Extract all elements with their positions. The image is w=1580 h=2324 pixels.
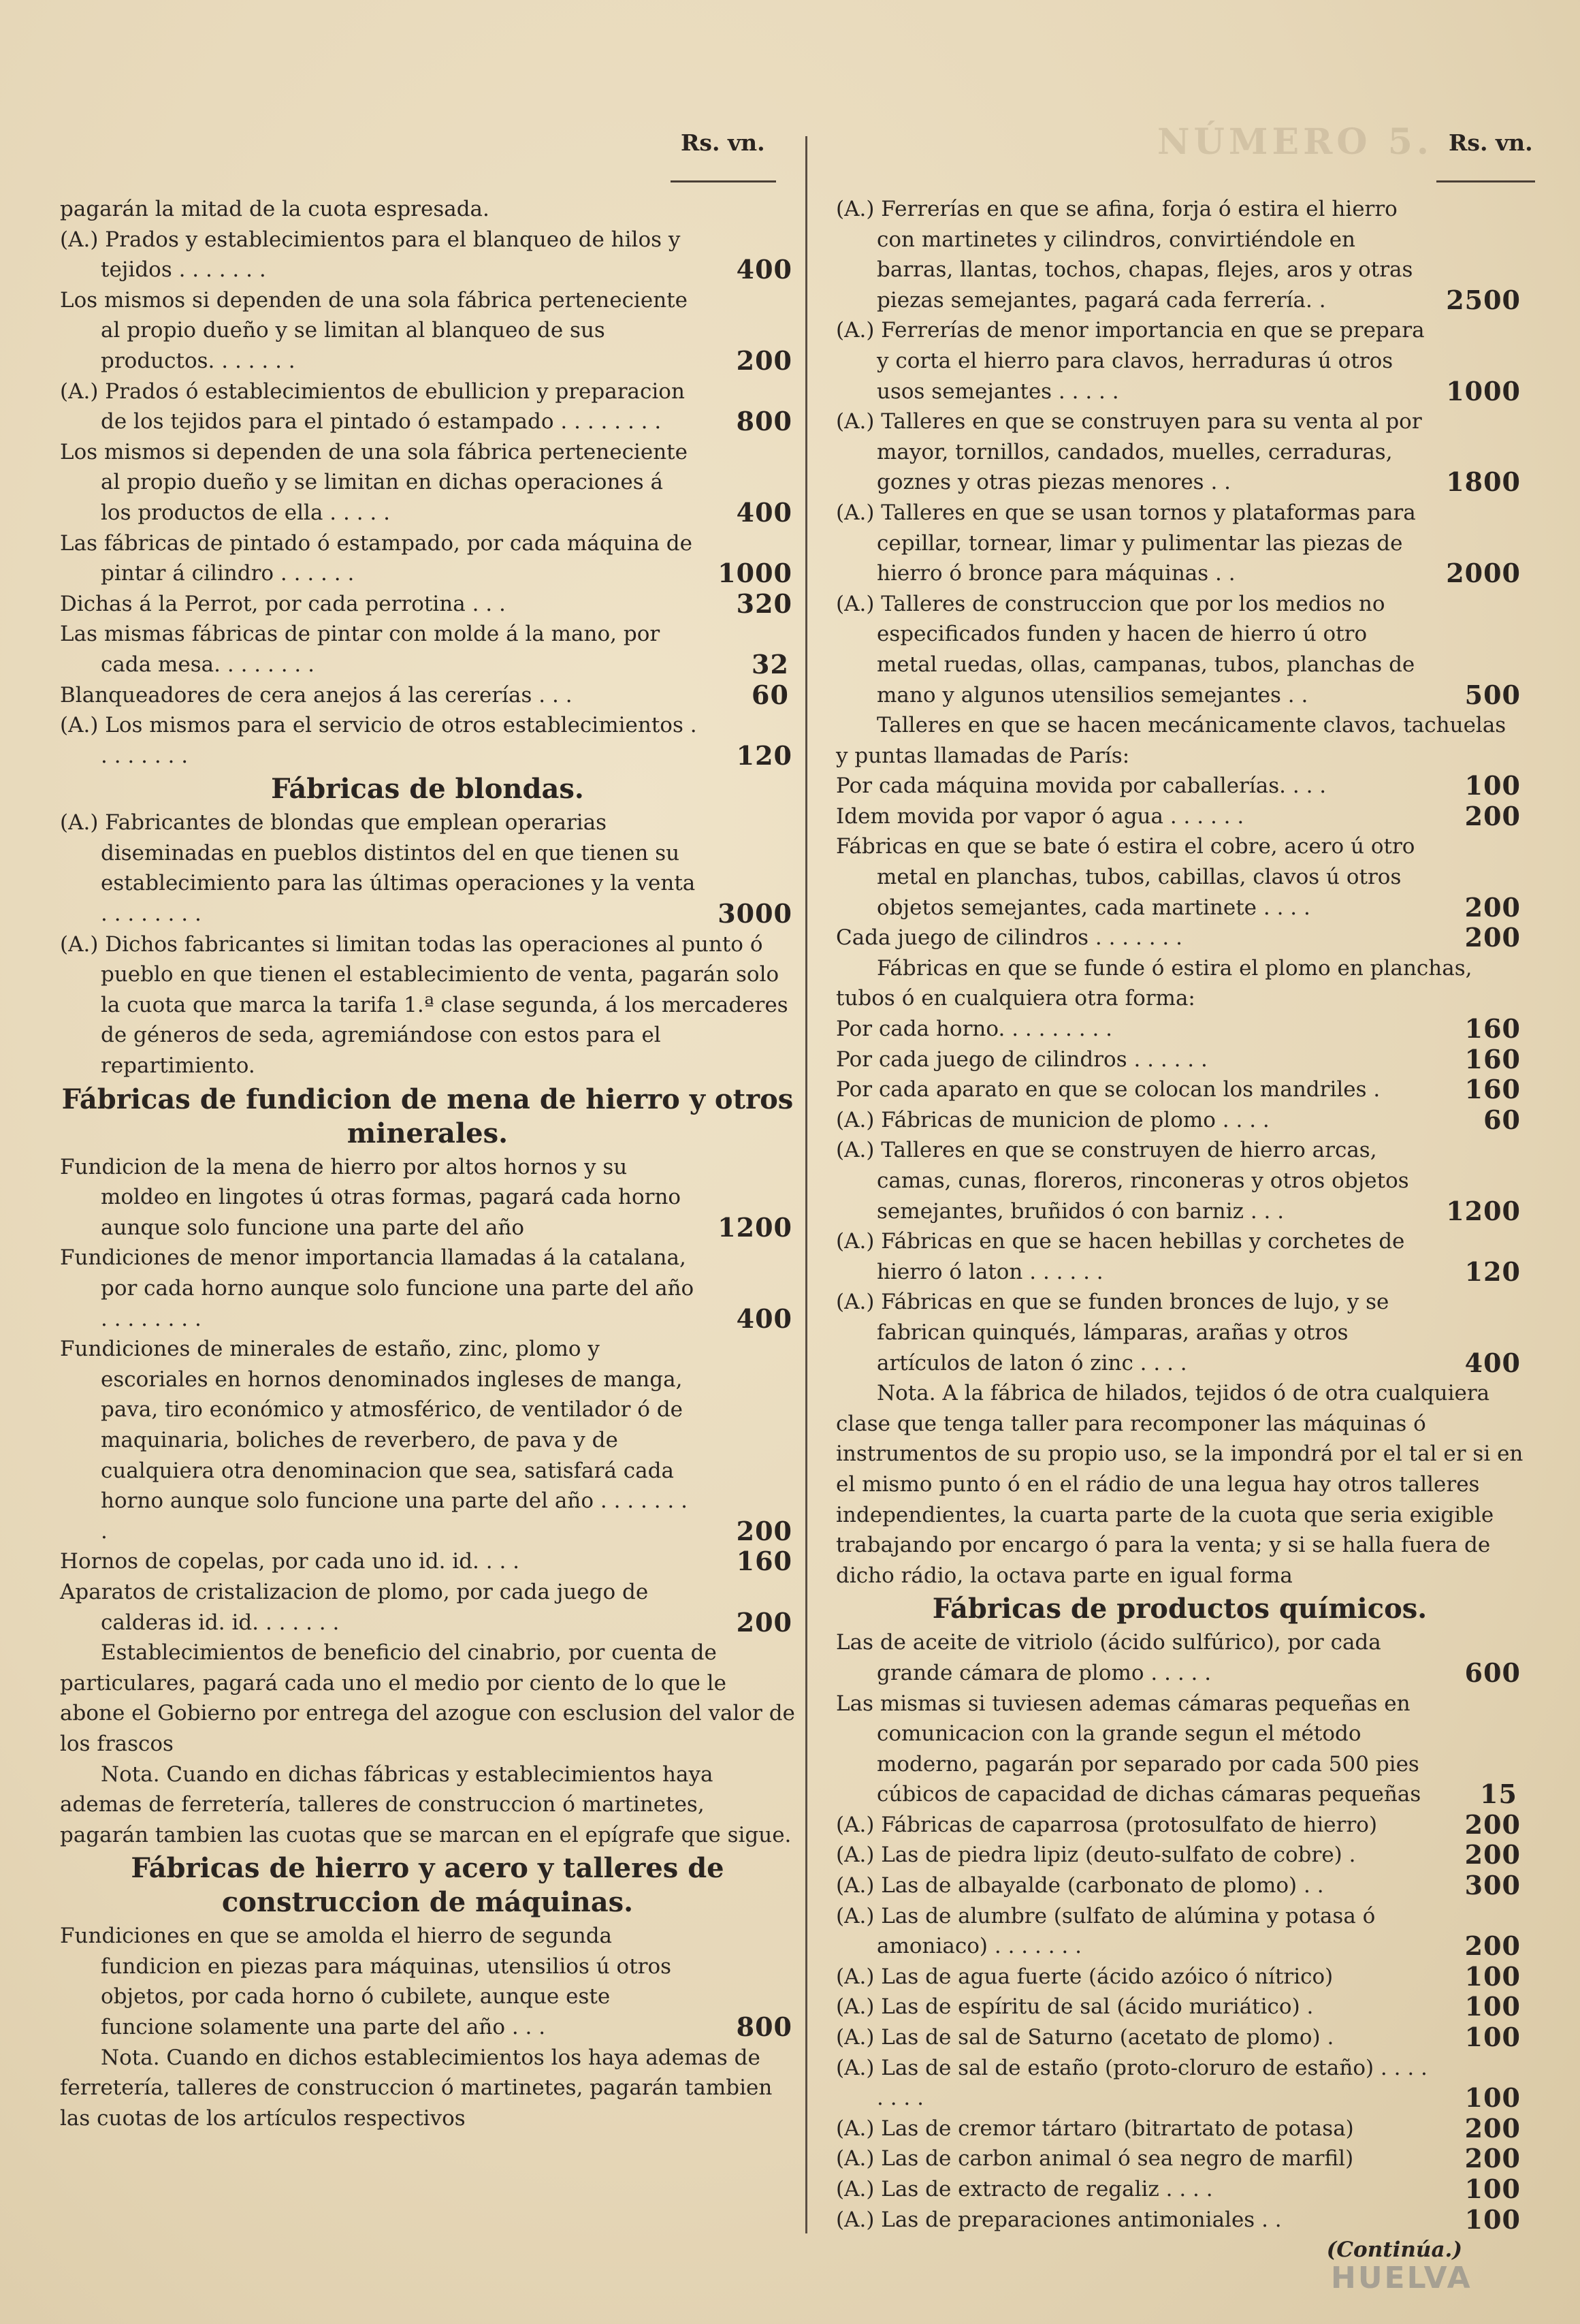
tariff-entry: [836, 1014, 1523, 1045]
entry-text: (A.) Las de sal de estaño (proto-cloruro de estaño) . . . . . . . .: [836, 2055, 1428, 2111]
tariff-entry: [60, 194, 795, 225]
entry-text: Las fábricas de pintado ó estampado, por cada máquina de pintar á cilindro . . . . . .: [60, 530, 692, 586]
entry-text: (A.) Las de carbon animal ó sea negro de marfil): [836, 2146, 1354, 2171]
tariff-entry: [60, 528, 795, 589]
entry-amount: 200: [1464, 1930, 1521, 1962]
tariff-entry: [836, 1075, 1523, 1105]
entry-amount: 1200: [718, 1211, 792, 1243]
entry-text: (A.) Las de albayalde (carbonato de plomo) . .: [836, 1873, 1324, 1898]
entry-text: (A.) Talleres de construccion que por los medios no especificados funden y hacen de hierro ú otro metal ruedas, ollas, campanas, tubos, planchas de mano y algunos utensilios semejantes . .: [836, 591, 1415, 707]
tariff-entry: [836, 1840, 1523, 1871]
entry-text: Las mismas fábricas de pintar con molde á la mano, por cada mesa. . . . . . . .: [60, 622, 660, 677]
entry-text: Los mismos si dependen de una sola fábrica perteneciente al propio dueño y se limitan al blanqueo de sus productos. . . . . . .: [60, 287, 688, 373]
tariff-entry: [836, 1992, 1523, 2022]
tariff-entry: [60, 1638, 795, 1759]
entry-amount: 160: [1464, 1013, 1521, 1045]
entry-amount: 200: [1464, 922, 1521, 953]
entry-text: (A.) Los mismos para el servicio de otros establecimientos . . . . . . . .: [60, 713, 697, 768]
entry-amount: 100: [1464, 2022, 1521, 2053]
tariff-entry: [836, 194, 1523, 315]
entry-text: Los mismos si dependen de una sola fábrica perteneciente al propio dueño y se limitan en dichas operaciones á los productos de ella . . . . .: [60, 439, 688, 525]
entry-text: Idem movida por vapor ó agua . . . . . .: [836, 803, 1244, 829]
entry-text: (A.) Las de agua fuerte (ácido azóico ó nítrico): [836, 1964, 1334, 1989]
entry-text: (A.) Las de extracto de regaliz . . . .: [836, 2177, 1213, 2201]
tariff-entry: [836, 953, 1523, 1014]
entry-text: (A.) Las de sal de Saturno (acetato de plomo) .: [836, 2025, 1334, 2050]
entry-text: (A.) Fábricas de municion de plomo . . . .: [836, 1107, 1270, 1132]
section-heading: Fábricas de blondas.: [271, 773, 584, 806]
tariff-entry: [836, 315, 1523, 407]
entry-text: Por cada aparato en que se colocan los mandriles .: [836, 1077, 1381, 1102]
tariff-entry: [836, 771, 1523, 801]
entry-text: Por cada horno. . . . . . . . .: [836, 1017, 1113, 1042]
entry-text: (A.) Talleres en que se construyen de hierro arcas, camas, cunas, floreros, rinconeras y otros objetos semejantes, bruñidos ó con barniz . . .: [836, 1138, 1409, 1224]
entry-amount: 120: [1464, 1256, 1521, 1287]
entry-text: (A.) Fábricas en que se hacen hebillas y corchetes de hierro ó laton . . . . . .: [836, 1229, 1405, 1284]
entry-text: Fundiciones en que se amolda el hierro de segunda fundicion en piezas para máquinas, utensilios ú otros objetos, por cada horno ó cubilete, aunque este funcione solamente una parte del año . . .: [60, 1924, 672, 2040]
entry-text: Talleres en que se hacen mecánicamente clavos, tachuelas y puntas llamadas de París:: [836, 713, 1506, 768]
entry-text: (A.) Talleres en que se usan tornos y plataformas para cepillar, tornear, limar y pulimentar las piezas de hierro ó bronce para máquinas . .: [836, 500, 1416, 586]
entry-amount: 400: [736, 254, 792, 285]
tariff-entry: [60, 1577, 795, 1638]
right-header-rule: [1436, 180, 1535, 182]
column-divider: [805, 136, 807, 2233]
left-header-rule: [671, 180, 776, 182]
tariff-entry: [60, 437, 795, 528]
tariff-entry: [836, 831, 1523, 923]
entry-amount: 1200: [1446, 1195, 1521, 1226]
tariff-entry: [836, 1105, 1523, 1136]
tariff-entry: [836, 2205, 1523, 2235]
entry-text: (A.) Las de piedra lipiz (deuto-sulfato de cobre) .: [836, 1843, 1356, 1868]
entry-amount: 160: [736, 1546, 792, 1577]
tariff-entry: [836, 710, 1523, 771]
entry-amount: 200: [1464, 1809, 1521, 1840]
entry-text: Por cada máquina movida por caballerías. . . .: [836, 774, 1327, 799]
entry-text: (A.) Prados y establecimientos para el blanqueo de hilos y tejidos . . . . . . .: [60, 227, 681, 283]
entry-text: Cada juego de cilindros . . . . . . .: [836, 925, 1182, 951]
entry-text: Nota. Cuando en dichos establecimientos los haya ademas de ferretería, talleres de construccion ó martinetes, pagarán tambien las cuotas de los artículos respectivos: [60, 2045, 773, 2131]
tariff-entry: Blanqueadores de cera anejos á las cererías . . . 60: [60, 679, 789, 710]
section-heading: Fábricas de productos químicos.: [932, 1593, 1428, 1625]
tariff-entry: [836, 589, 1523, 710]
entry-text: (A.) Ferrerías en que se afina, forja ó estira el hierro con martinetes y cilindros, convirtiéndole en barras, llantas, tochos, chapas, flejes, aros y otras piezas semejantes, pagará cada ferrería. .: [836, 197, 1413, 313]
tariff-entry: [836, 2022, 1523, 2053]
tariff-entry: [60, 1760, 795, 1851]
tariff-entry: [60, 377, 795, 437]
entry-amount: 60: [1483, 1104, 1521, 1135]
entry-amount: 2000: [1446, 558, 1521, 589]
entry-amount: 400: [736, 496, 792, 528]
entry-text: (A.) Las de alumbre (sulfato de alúmina y potasa ó amoniaco) . . . . . . .: [836, 1903, 1376, 1959]
entry-text: Fundicion de la mena de hierro por altos hornos y su moldeo en lingotes ú otras formas, pagará cada horno aunque solo funcione una parte del año: [60, 1154, 681, 1240]
tariff-entry: [836, 801, 1523, 832]
tariff-entry: [836, 1135, 1523, 1226]
entry-text: Fundiciones de minerales de estaño, zinc, plomo y escoriales en hornos denominados ingleses de manga, pava, tiro económico y atmosférico, de ventilador ó de maquinaria, boliches de reverbero, de pava y de cualquiera otra denominacion que sea, satisfará cada horno aunque solo funcione una parte del año . . . . . . . .: [60, 1337, 688, 1544]
entry-text: Fábricas en que se funde ó estira el plomo en planchas, tubos ó en cualquiera otra forma:: [836, 955, 1472, 1011]
tariff-entry: [836, 2144, 1523, 2174]
entry-text: (A.) Ferrerías de menor importancia en que se prepara y corta el hierro para clavos, herraduras ú otros usos semejantes . . . . .: [836, 318, 1425, 404]
tariff-entry: [836, 407, 1523, 498]
tariff-entry: Las mismas fábricas de pintar con molde á la mano, por cada mesa. . . . . . . . 32: [60, 622, 789, 680]
entry-text: Fábricas en que se bate ó estira el cobre, acero ú otro metal en planchas, tubos, cabillas, clavos ú otros objetos semejantes, cada martinete . . . .: [836, 834, 1415, 920]
entry-amount: 200: [736, 345, 792, 376]
entry-amount: 400: [736, 1303, 792, 1334]
entry-amount: 100: [1464, 2082, 1521, 2114]
entry-text: Aparatos de cristalizacion de plomo, por cada juego de calderas id. id. . . . . . .: [60, 1579, 649, 1635]
tariff-entry: [836, 1901, 1523, 1962]
tariff-entry: Las mismas si tuviesen ademas cámaras pequeñas en comunicacion con la grande segun el método moderno, pagarán por separado por cada 500 pies cúbicos de capacidad de dichas cámaras pequeñas 15: [836, 1691, 1517, 1810]
continua-note: (Continúa.): [1326, 2238, 1462, 2263]
entry-amount: 1000: [1446, 375, 1521, 407]
entry-text: Dichas á la Perrot, por cada perrotina . . .: [60, 591, 506, 616]
entry-amount: 160: [1464, 1043, 1521, 1075]
entry-amount: 800: [736, 2011, 792, 2043]
tariff-entry: [836, 2174, 1523, 2205]
tariff-entry: [60, 2043, 795, 2134]
entry-amount: 300: [1464, 1870, 1521, 1901]
tariff-entry: [60, 1243, 795, 1334]
tariff-entry: [836, 1810, 1523, 1841]
faint-bleed-title: NÚMERO 5.: [1157, 121, 1433, 163]
watermark-logo: HUELVA: [1331, 2261, 1472, 2295]
entry-amount: 400: [1464, 1347, 1521, 1378]
entry-amount: 1800: [1446, 466, 1521, 498]
entry-amount: 100: [1464, 770, 1521, 801]
entry-amount: 100: [1464, 2203, 1521, 2235]
entry-text: Nota. Cuando en dichas fábricas y establecimientos haya ademas de ferretería, talleres de construccion ó martinetes, pagarán tambien las cuotas que se marcan en el epígrafe que sigue.: [60, 1762, 792, 1847]
entry-text: (A.) Las de preparaciones antimoniales . .: [836, 2207, 1282, 2232]
entry-text: (A.) Fábricas de caparrosa (protosulfato de hierro): [836, 1812, 1378, 1837]
entry-text: (A.) Fabricantes de blondas que emplean operarias diseminadas en pueblos distintos del en que tienen su establecimiento para las últimas operaciones y la venta . . . . . . . .: [60, 810, 696, 927]
entry-text: (A.) Las de cremor tártaro (bitrartato de potasa): [836, 2116, 1354, 2141]
tariff-entry: [60, 710, 795, 771]
tariff-entry: [836, 1627, 1523, 1688]
tariff-entry: [60, 1921, 795, 2042]
entry-amount: 200: [1464, 891, 1521, 923]
entry-text: (A.) Fábricas en que se funden bronces de lujo, y se fabrican quinqués, lámparas, arañas y otros artículos de laton ó zinc . . . .: [836, 1290, 1389, 1375]
entry-amount: 200: [1464, 800, 1521, 831]
tariff-entry: [60, 808, 795, 929]
tariff-entry: [60, 1546, 795, 1577]
tariff-entry: [836, 2053, 1523, 2114]
entry-amount: 200: [736, 1606, 792, 1638]
tariff-entry: [836, 1378, 1523, 1591]
entry-amount: 500: [1464, 679, 1521, 710]
entry-amount: 600: [1464, 1657, 1521, 1688]
entry-amount: 200: [736, 1515, 792, 1546]
entry-text: Nota. A la fábrica de hilados, tejidos ó de otra cualquiera clase que tenga taller para recomponer las máquinas ó instrumentos de su propio uso, se la impondrá por el tal er si en el mismo punto ó en el rádio de una legua hay otros talleres independientes, la cuarta parte de la cuota que seria exigible trabajando por encargo ó para la venta; y si se halla fuera de dicho rádio, la octava parte en igual forma: [836, 1381, 1523, 1588]
tariff-entry: [836, 2114, 1523, 2144]
tariff-entry: [836, 1287, 1523, 1378]
tariff-entry: [60, 589, 795, 620]
tariff-entry: [836, 923, 1523, 953]
tariff-entry: [60, 285, 795, 377]
section-heading: Fábricas de fundicion de mena de hierro y otros minerales.: [61, 1083, 794, 1149]
entry-amount: 160: [1464, 1074, 1521, 1105]
entry-amount: 1000: [718, 558, 792, 589]
entry-text: Las mismas si tuviesen ademas cámaras pequeñas en comunicacion con la grande segun el método moderno, pagarán por separado por cada 500 pies cúbicos de capacidad de dichas cámaras pequeñas: [836, 1691, 1421, 1807]
entry-amount: 200: [1464, 1839, 1521, 1871]
tariff-entry: [836, 1962, 1523, 1992]
entry-text: pagarán la mitad de la cuota espresada.: [60, 197, 489, 221]
entry-text: Fundiciones de menor importancia llamadas á la catalana, por cada horno aunque solo funcione una parte del año . . . . . . . .: [60, 1245, 694, 1331]
entry-amount: 100: [1464, 1960, 1521, 1992]
entry-amount: 200: [1464, 2143, 1521, 2174]
entry-amount: 120: [736, 739, 792, 771]
tariff-entry: [836, 1871, 1523, 1901]
section-heading: Fábricas de hierro y acero y talleres de construccion de máquinas.: [131, 1852, 724, 1919]
entry-text: (A.) Las de espíritu de sal (ácido muriático) .: [836, 1994, 1314, 2020]
tariff-entry: [836, 1226, 1523, 1287]
entry-text: Establecimientos de beneficio del cinabrio, por cuenta de particulares, pagará cada uno el medio por ciento de lo que le abone el Gobierno por entrega del azogue con esclusion del valor de los frascos: [60, 1640, 795, 1756]
entry-text: (A.) Talleres en que se construyen para su venta al por mayor, tornillos, candados, muelles, cerraduras, goznes y otras piezas menores . .: [836, 409, 1422, 495]
entry-text: Hornos de copelas, por cada uno id. id. . . .: [60, 1549, 520, 1574]
tariff-entry: [60, 1334, 795, 1546]
tariff-entry: [836, 1045, 1523, 1075]
tariff-entry: [60, 929, 795, 1081]
entry-amount: 200: [1464, 2112, 1521, 2144]
tariff-entry: [60, 225, 795, 285]
tariff-entry: [60, 1152, 795, 1243]
entry-amount: 100: [1464, 1991, 1521, 2022]
entry-amount: 100: [1464, 2174, 1521, 2204]
entry-amount: 800: [736, 406, 792, 437]
tariff-entry: [836, 498, 1523, 589]
entry-amount: 2500: [1446, 284, 1521, 315]
entry-amount: 3000: [718, 898, 792, 929]
entry-text: (A.) Prados ó establecimientos de ebullicion y preparacion de los tejidos para el pintado ó estampado . . . . . . . .: [60, 379, 685, 434]
left-unit-header: Rs. vn.: [681, 129, 765, 156]
entry-text: Por cada juego de cilindros . . . . . .: [836, 1047, 1208, 1072]
entry-text: Blanqueadores de cera anejos á las cererías . . .: [60, 682, 573, 707]
entry-text: Las de aceite de vitriolo (ácido sulfúrico), por cada grande cámara de plomo . . . . .: [836, 1630, 1381, 1685]
entry-amount: 320: [736, 588, 792, 619]
entry-text: (A.) Dichos fabricantes si limitan todas las operaciones al punto ó pueblo en que tienen el establecimiento de venta, pagarán solo la cuota que marca la tarifa 1.ª clase segunda, á los mercaderes de géneros de seda, agremiándose con estos para el repartimiento.: [60, 932, 788, 1079]
right-unit-header: Rs. vn.: [1449, 129, 1533, 156]
